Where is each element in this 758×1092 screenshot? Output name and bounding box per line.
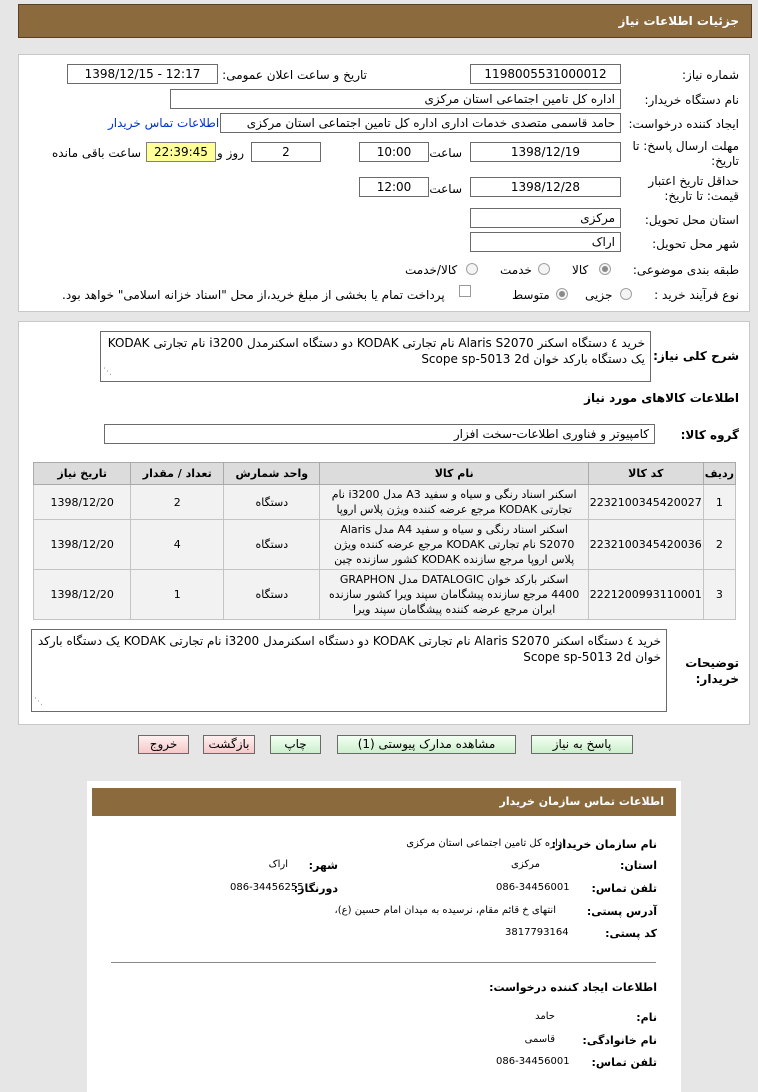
contact-fax-label: دورنگار:	[293, 882, 338, 895]
deadline-label: مهلت ارسال پاسخ: تا	[632, 139, 739, 153]
cell-code: 2232100345420036	[588, 520, 703, 570]
goods-info-title: اطلاعات کالاهای مورد نیاز	[584, 391, 739, 405]
need-number-label: شماره نیاز:	[682, 68, 739, 82]
category-radio-goods[interactable]	[599, 263, 611, 275]
contact-address-label: آدرس پستی:	[586, 905, 657, 918]
creator-phone-value: 086-34456001	[496, 1056, 570, 1067]
table-row[interactable]	[34, 520, 736, 570]
validity-time-label: ساعت	[429, 182, 462, 196]
treasury-payment-checkbox[interactable]	[459, 285, 471, 297]
cell-name: اسکنر اسناد رنگی و سیاه و سفید A4 مدل Alaris S2070 نام تجارتی KODAK مرجع عرضه کننده ویژن پلاس اروپا مرجع سازنده KODAK کشور سازنده چین	[320, 520, 588, 570]
table-row[interactable]	[34, 485, 736, 520]
buyer-notes-textarea[interactable]	[31, 629, 667, 712]
city-field: اراک	[470, 232, 621, 252]
category-service-label: خدمت	[500, 263, 532, 277]
cell-code: 2232100345420027	[588, 485, 703, 520]
announce-field: 1398/12/15 - 12:17	[67, 64, 218, 84]
summary-label: شرح کلی نیاز:	[653, 349, 739, 363]
attachments-button[interactable]: مشاهده مدارک پیوستی (1)	[337, 735, 516, 754]
creator-phone-label: تلفن تماس:	[591, 1056, 657, 1069]
validity-label-date: قیمت: تا تاریخ:	[664, 189, 739, 203]
contact-province-label: استان:	[620, 859, 657, 872]
table-header-row	[34, 463, 736, 485]
cell-unit: دستگاه	[224, 485, 320, 520]
resize-grip-icon[interactable]: ⋰	[103, 367, 112, 377]
category-goods-service-label: کالا/خدمت	[405, 263, 458, 277]
contact-phone-value: 086-34456001	[496, 882, 570, 893]
announce-label: تاریخ و ساعت اعلان عمومی:	[222, 68, 367, 82]
col-unit: واحد شمارش	[224, 463, 320, 485]
contact-city-label: شهر:	[308, 859, 338, 872]
summary-text: خرید ٤ دستگاه اسکنر Alaris S2070 نام تجارتی KODAK دو دستگاه اسکنرمدل i3200 نام تجارتی KODAK یک دستگاه بارکد خوان Scope sp-5013 2d	[107, 336, 645, 366]
cell-qty: 4	[131, 520, 224, 570]
contact-address-value: انتهای خ قائم مقام، نرسیده به میدان امام حسین (ع)،	[334, 905, 556, 916]
days-field: 2	[251, 142, 321, 162]
requester-label: ایجاد کننده درخواست:	[628, 117, 739, 131]
reply-button[interactable]: پاسخ به نیاز	[531, 735, 633, 754]
col-name: نام کالا	[320, 463, 588, 485]
need-number-field: 1198005531000012	[470, 64, 621, 84]
summary-textarea[interactable]	[100, 331, 651, 382]
deadline-label-date: تاریخ:	[711, 154, 739, 168]
cell-qty: 2	[131, 485, 224, 520]
cell-date: 1398/12/20	[34, 520, 131, 570]
city-label: شهر محل تحویل:	[652, 237, 739, 251]
category-label: طبقه بندی موضوعی:	[632, 263, 739, 277]
category-radio-goods-service[interactable]	[466, 263, 478, 275]
cell-date: 1398/12/20	[34, 485, 131, 520]
treasury-payment-note: پرداخت تمام یا بخشی از مبلغ خرید،از محل "اسناد خزانه اسلامی" خواهد بود.	[62, 288, 445, 302]
contact-org-value: اداره کل تامین اجتماعی استان مرکزی	[406, 838, 565, 849]
deadline-time-label: ساعت	[429, 146, 462, 160]
contact-org-label: نام سازمان خریدار:	[551, 838, 657, 851]
page-title: جزئیات اطلاعات نیاز	[18, 4, 752, 38]
table-row[interactable]	[34, 570, 736, 620]
cell-code: 2221200993110001	[588, 570, 703, 620]
remaining-label: ساعت باقی مانده	[52, 146, 142, 160]
buyer-notes-text: خرید ٤ دستگاه اسکنر Alaris S2070 نام تجارتی KODAK دو دستگاه اسکنرمدل i3200 نام تجارتی KODAK یک دستگاه بارکد خوان Scope sp-5013 2d	[37, 634, 661, 664]
category-radio-service[interactable]	[538, 263, 550, 275]
process-label: نوع فرآیند خرید :	[654, 288, 739, 302]
col-code: کد کالا	[588, 463, 703, 485]
requester-field: حامد قاسمی متصدی خدمات اداری اداره کل تامین اجتماعی استان مرکزی	[220, 113, 621, 133]
creator-first-name-value: حامد	[535, 1011, 555, 1022]
buyer-notes-label-2: خریدار:	[695, 672, 739, 686]
contact-postal-label: کد پستی:	[605, 927, 657, 940]
goods-group-field: کامپیوتر و فناوری اطلاعات-سخت افزار	[104, 424, 655, 444]
contact-phone-label: تلفن تماس:	[591, 882, 657, 895]
col-qty: تعداد / مقدار	[131, 463, 224, 485]
buyer-org-field: اداره کل تامین اجتماعی استان مرکزی	[170, 89, 621, 109]
days-label: روز و	[217, 146, 244, 160]
cell-row: 3	[703, 570, 735, 620]
col-date: تاریخ نیاز	[34, 463, 131, 485]
goods-group-label: گروه کالا:	[680, 428, 739, 442]
process-medium-label: متوسط	[512, 288, 550, 302]
process-minor-label: جزیی	[585, 288, 613, 302]
buyer-contact-link[interactable]: اطلاعات تماس خریدار	[108, 116, 220, 130]
creator-last-name-value: قاسمی	[524, 1034, 555, 1045]
creator-section-title: اطلاعات ایجاد کننده درخواست:	[489, 981, 657, 994]
cell-unit: دستگاه	[224, 520, 320, 570]
creator-first-name-label: نام:	[636, 1011, 657, 1024]
province-field: مرکزی	[470, 208, 621, 228]
exit-button[interactable]: خروج	[138, 735, 189, 754]
contact-city-value: اراک	[268, 859, 288, 870]
province-label: استان محل تحویل:	[644, 213, 739, 227]
cell-date: 1398/12/20	[34, 570, 131, 620]
cell-name: اسکنر اسناد رنگی و سیاه و سفید A3 مدل i3200 نام تجارتی KODAK مرجع عرضه کننده ویژن پلاس اروپا	[320, 485, 588, 520]
col-row: ردیف	[703, 463, 735, 485]
contact-card-title: اطلاعات تماس سازمان خریدار	[92, 788, 676, 816]
buyer-notes-label: توضیحات	[685, 656, 739, 670]
cell-row: 1	[703, 485, 735, 520]
items-table	[33, 462, 736, 620]
validity-date-field: 1398/12/28	[470, 177, 621, 197]
process-radio-minor[interactable]	[620, 288, 632, 300]
validity-label: حداقل تاریخ اعتبار	[648, 174, 739, 188]
cell-name: اسکنر بارکد خوان DATALOGIC مدل GRAPHON 4400 مرجع سازنده پیشگامان سپند ویرا کشور سازنده ایران مرجع عرضه کننده پیشگامان سپند ویرا	[320, 570, 588, 620]
deadline-time-field: 10:00	[359, 142, 429, 162]
contact-province-value: مرکزی	[511, 859, 540, 870]
cell-qty: 1	[131, 570, 224, 620]
creator-last-name-label: نام خانوادگی:	[582, 1034, 657, 1047]
buyer-org-label: نام دستگاه خریدار:	[644, 93, 739, 107]
process-radio-medium[interactable]	[556, 288, 568, 300]
print-button[interactable]: چاپ	[270, 735, 321, 754]
deadline-date-field: 1398/12/19	[470, 142, 621, 162]
cell-unit: دستگاه	[224, 570, 320, 620]
validity-time-field: 12:00	[359, 177, 429, 197]
cell-row: 2	[703, 520, 735, 570]
resize-grip-icon[interactable]: ⋰	[34, 697, 43, 707]
remaining-time-field: 22:39:45	[146, 142, 216, 162]
category-goods-label: کالا	[572, 263, 589, 277]
contact-postal-value: 3817793164	[505, 927, 569, 938]
contact-divider	[111, 962, 656, 963]
contact-fax-value: 086-34456255	[230, 882, 304, 893]
back-button[interactable]: بازگشت	[203, 735, 255, 754]
